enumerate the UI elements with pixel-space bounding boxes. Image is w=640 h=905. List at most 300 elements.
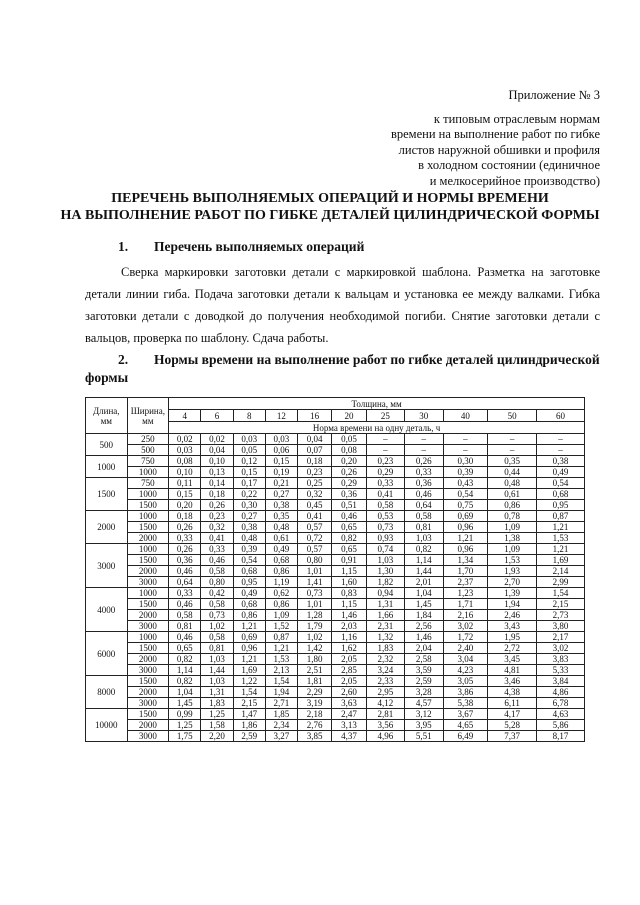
- table-body: [86, 434, 585, 742]
- length-cell: 6000: [86, 632, 128, 676]
- appendix-line: времени на выполнение работ по гибке: [390, 127, 600, 141]
- norm-value-cell: 5,51: [405, 731, 443, 742]
- norm-value-cell: 5,86: [537, 720, 585, 731]
- section1-heading: [118, 239, 364, 255]
- norm-value-cell: 2,81: [366, 709, 404, 720]
- norm-value-cell: 0,95: [537, 500, 585, 511]
- norm-value-cell: 2,59: [405, 676, 443, 687]
- thickness-cell: 8: [233, 410, 265, 422]
- norm-value-cell: 0,91: [332, 555, 366, 566]
- norm-value-cell: 0,78: [488, 511, 537, 522]
- norm-value-cell: 1,70: [443, 566, 488, 577]
- norm-value-cell: 1,52: [265, 621, 297, 632]
- norm-value-cell: 0,68: [537, 489, 585, 500]
- norm-value-cell: 1,81: [298, 676, 332, 687]
- norm-value-cell: 1,45: [169, 698, 201, 709]
- table-row: [86, 665, 585, 676]
- norm-value-cell: 0,87: [265, 632, 297, 643]
- norm-value-cell: 0,82: [405, 544, 443, 555]
- norm-value-cell: –: [443, 434, 488, 445]
- thickness-cell: 4: [169, 410, 201, 422]
- table-row: [86, 522, 585, 533]
- norm-value-cell: 1,03: [201, 654, 233, 665]
- norm-value-cell: 0,73: [298, 588, 332, 599]
- table-row: [86, 555, 585, 566]
- norm-value-cell: 0,41: [201, 533, 233, 544]
- width-cell: 2000: [127, 566, 169, 577]
- norm-value-cell: 2,15: [537, 599, 585, 610]
- length-cell: 1500: [86, 478, 128, 511]
- norm-value-cell: 6,49: [443, 731, 488, 742]
- norm-value-cell: 0,04: [298, 434, 332, 445]
- norm-value-cell: 0,13: [201, 467, 233, 478]
- norm-value-cell: 0,64: [405, 500, 443, 511]
- table-row: [86, 544, 585, 555]
- width-cell: 750: [127, 478, 169, 489]
- table-row: [86, 456, 585, 467]
- norm-value-cell: 0,26: [405, 456, 443, 467]
- norm-value-cell: 1,82: [366, 577, 404, 588]
- table-row: [86, 478, 585, 489]
- norm-value-cell: 3,83: [537, 654, 585, 665]
- norm-value-cell: 0,82: [169, 654, 201, 665]
- norm-value-cell: 0,42: [201, 588, 233, 599]
- norm-value-cell: 2,51: [298, 665, 332, 676]
- norm-value-cell: 6,11: [488, 698, 537, 709]
- norm-value-cell: 1,34: [443, 555, 488, 566]
- norm-value-cell: 1,04: [169, 687, 201, 698]
- norm-value-cell: 0,33: [169, 588, 201, 599]
- norm-value-cell: 0,61: [265, 533, 297, 544]
- norm-value-cell: 1,44: [201, 665, 233, 676]
- length-cell: 8000: [86, 676, 128, 709]
- norm-value-cell: 0,58: [201, 599, 233, 610]
- table-row: [86, 533, 585, 544]
- norm-value-cell: 1,60: [332, 577, 366, 588]
- norm-value-cell: 5,33: [537, 665, 585, 676]
- norm-value-cell: 0,81: [169, 621, 201, 632]
- norm-value-cell: 0,49: [233, 588, 265, 599]
- norm-value-cell: 0,02: [169, 434, 201, 445]
- norm-value-cell: 0,74: [366, 544, 404, 555]
- norm-value-cell: 0,23: [298, 467, 332, 478]
- norm-value-cell: 0,69: [233, 632, 265, 643]
- norm-value-cell: 0,18: [201, 489, 233, 500]
- norm-value-cell: 1,21: [233, 621, 265, 632]
- norm-value-cell: 0,51: [332, 500, 366, 511]
- norm-value-cell: 0,05: [332, 434, 366, 445]
- width-cell: 1000: [127, 588, 169, 599]
- norm-value-cell: 1,16: [332, 632, 366, 643]
- norm-value-cell: 0,82: [332, 533, 366, 544]
- norm-value-cell: 3,43: [488, 621, 537, 632]
- length-cell: 2000: [86, 511, 128, 544]
- norm-value-cell: 0,46: [169, 566, 201, 577]
- norm-value-cell: 1,69: [537, 555, 585, 566]
- norm-value-cell: 1,21: [537, 522, 585, 533]
- norm-value-cell: 1,03: [405, 533, 443, 544]
- norm-value-cell: 0,38: [537, 456, 585, 467]
- thickness-cell: 60: [537, 410, 585, 422]
- norm-value-cell: 4,37: [332, 731, 366, 742]
- norm-value-cell: 0,61: [488, 489, 537, 500]
- table-row: [86, 610, 585, 621]
- width-cell: 1500: [127, 500, 169, 511]
- thickness-cell: 6: [201, 410, 233, 422]
- norm-value-cell: 0,02: [201, 434, 233, 445]
- norm-value-cell: 0,44: [488, 467, 537, 478]
- table-row: [86, 720, 585, 731]
- norm-value-cell: 0,99: [169, 709, 201, 720]
- norm-value-cell: 0,36: [405, 478, 443, 489]
- norm-value-cell: 1,94: [488, 599, 537, 610]
- norm-value-cell: 1,93: [488, 566, 537, 577]
- table-row: [86, 599, 585, 610]
- norm-value-cell: 2,37: [443, 577, 488, 588]
- norm-value-cell: 1,09: [265, 610, 297, 621]
- norm-value-cell: 0,73: [366, 522, 404, 533]
- norm-value-cell: 0,32: [201, 522, 233, 533]
- norm-value-cell: 0,43: [443, 478, 488, 489]
- norm-value-cell: 1,19: [265, 577, 297, 588]
- width-header: Ширина, мм: [127, 398, 169, 434]
- thickness-cell: 40: [443, 410, 488, 422]
- section1-text: Сверка маркировки заготовки детали с маркировкой шаблона. Разметка на заготовке детали линии гиба. Подача заготовки детали к вальцам и установка ее между валками. Гибка заготовки детали с доводкой до получения необходимой погиби. Снятие заготовки детали с вальцов, проверка по шаблону. Сдача работы.: [85, 265, 600, 345]
- norm-value-cell: 0,35: [488, 456, 537, 467]
- norm-value-cell: 0,20: [332, 456, 366, 467]
- norm-value-cell: 3,46: [488, 676, 537, 687]
- norm-value-cell: 1,83: [201, 698, 233, 709]
- width-cell: 1500: [127, 643, 169, 654]
- norm-value-cell: 4,17: [488, 709, 537, 720]
- norm-value-cell: 0,27: [233, 511, 265, 522]
- norm-value-cell: 1,47: [233, 709, 265, 720]
- norm-value-cell: –: [537, 445, 585, 456]
- norm-value-cell: –: [488, 445, 537, 456]
- norm-value-cell: 0,33: [201, 544, 233, 555]
- section2-heading: [85, 351, 600, 387]
- title-line-1: ПЕРЕЧЕНЬ ВЫПОЛНЯЕМЫХ ОПЕРАЦИЙ И НОРМЫ ВРЕМЕНИ: [111, 191, 549, 206]
- width-cell: 500: [127, 445, 169, 456]
- norm-value-cell: 3,02: [537, 643, 585, 654]
- norm-value-cell: 3,56: [366, 720, 404, 731]
- norm-value-cell: 0,93: [366, 533, 404, 544]
- norm-value-cell: 1,41: [298, 577, 332, 588]
- length-header: Длина, мм: [86, 398, 128, 434]
- norm-value-cell: 2,70: [488, 577, 537, 588]
- norm-value-cell: 0,86: [488, 500, 537, 511]
- norm-value-cell: 1,54: [537, 588, 585, 599]
- width-cell: 1500: [127, 522, 169, 533]
- table-row: [86, 643, 585, 654]
- norm-value-cell: 0,65: [169, 643, 201, 654]
- norm-value-cell: 7,37: [488, 731, 537, 742]
- width-cell: 2000: [127, 610, 169, 621]
- norm-value-cell: 0,21: [265, 478, 297, 489]
- norm-value-cell: 0,96: [443, 544, 488, 555]
- norm-value-cell: 3,28: [405, 687, 443, 698]
- norm-value-cell: 2,76: [298, 720, 332, 731]
- norm-value-cell: 0,94: [366, 588, 404, 599]
- norm-value-cell: 3,84: [537, 676, 585, 687]
- norm-value-cell: 0,75: [443, 500, 488, 511]
- norm-value-cell: 0,26: [201, 500, 233, 511]
- length-cell: 3000: [86, 544, 128, 588]
- thickness-cell: 20: [332, 410, 366, 422]
- thickness-cell: 12: [265, 410, 297, 422]
- table-row: [86, 687, 585, 698]
- norm-value-cell: 0,54: [537, 478, 585, 489]
- norm-value-cell: 0,15: [169, 489, 201, 500]
- thickness-cell: 50: [488, 410, 537, 422]
- norm-value-cell: 4,38: [488, 687, 537, 698]
- norm-value-cell: 0,23: [201, 511, 233, 522]
- norm-value-cell: 8,17: [537, 731, 585, 742]
- norm-value-cell: –: [443, 445, 488, 456]
- norm-value-cell: 4,86: [537, 687, 585, 698]
- norm-value-cell: 1,58: [201, 720, 233, 731]
- norm-value-cell: 0,29: [366, 467, 404, 478]
- norm-value-cell: 3,63: [332, 698, 366, 709]
- norm-value-cell: 0,83: [332, 588, 366, 599]
- norm-value-cell: 0,32: [298, 489, 332, 500]
- norm-value-cell: 2,72: [488, 643, 537, 654]
- norm-value-cell: 2,47: [332, 709, 366, 720]
- norm-value-cell: 1,22: [233, 676, 265, 687]
- norm-value-cell: 0,48: [488, 478, 537, 489]
- norm-value-cell: 1,69: [233, 665, 265, 676]
- norm-value-cell: 0,82: [169, 676, 201, 687]
- norm-value-cell: 1,03: [366, 555, 404, 566]
- norm-value-cell: 3,24: [366, 665, 404, 676]
- norm-value-cell: 2,59: [233, 731, 265, 742]
- norm-value-cell: 0,14: [201, 478, 233, 489]
- norm-value-cell: 3,95: [405, 720, 443, 731]
- norm-value-cell: 0,62: [265, 588, 297, 599]
- norm-value-cell: 3,80: [537, 621, 585, 632]
- norm-value-cell: 0,87: [537, 511, 585, 522]
- norm-value-cell: –: [405, 434, 443, 445]
- norm-value-cell: 0,96: [443, 522, 488, 533]
- norm-value-cell: 0,46: [201, 555, 233, 566]
- width-cell: 2000: [127, 687, 169, 698]
- width-cell: 1500: [127, 555, 169, 566]
- norm-value-cell: 0,12: [233, 456, 265, 467]
- norm-value-cell: 5,38: [443, 698, 488, 709]
- thickness-cell: 25: [366, 410, 404, 422]
- width-cell: 750: [127, 456, 169, 467]
- norm-value-cell: 2,56: [405, 621, 443, 632]
- appendix-line: и мелкосерийное производство): [429, 173, 600, 188]
- table-row: [86, 632, 585, 643]
- norm-value-cell: 0,72: [298, 533, 332, 544]
- width-cell: 3000: [127, 577, 169, 588]
- norm-value-cell: 0,68: [233, 599, 265, 610]
- length-cell: 1000: [86, 456, 128, 478]
- table-row: [86, 467, 585, 478]
- norm-value-cell: 1,62: [332, 643, 366, 654]
- norm-value-cell: 1,42: [298, 643, 332, 654]
- norm-value-cell: 0,65: [332, 522, 366, 533]
- norm-value-cell: 2,15: [233, 698, 265, 709]
- norm-value-cell: 3,67: [443, 709, 488, 720]
- norm-value-cell: 0,29: [332, 478, 366, 489]
- appendix-block: [360, 88, 600, 189]
- table-row: [86, 621, 585, 632]
- norm-value-cell: 1,54: [265, 676, 297, 687]
- norm-value-cell: 0,80: [298, 555, 332, 566]
- norm-value-cell: 2,99: [537, 577, 585, 588]
- table-row: [86, 676, 585, 687]
- norm-value-cell: 1,30: [366, 566, 404, 577]
- norm-value-cell: 0,03: [169, 445, 201, 456]
- width-cell: 1500: [127, 709, 169, 720]
- thickness-header: Толщина, мм: [169, 398, 585, 410]
- norm-value-cell: 0,49: [265, 544, 297, 555]
- norm-value-cell: 1,44: [405, 566, 443, 577]
- norm-value-cell: 1,39: [488, 588, 537, 599]
- norm-value-cell: 0,11: [169, 478, 201, 489]
- table-row: [86, 588, 585, 599]
- norm-value-cell: 1,54: [233, 687, 265, 698]
- section2-title: Нормы времени на выполнение работ по гибке деталей цилиндрической формы: [85, 352, 600, 385]
- norm-value-cell: 2,01: [405, 577, 443, 588]
- norm-value-cell: 0,86: [265, 599, 297, 610]
- norm-value-cell: 3,45: [488, 654, 537, 665]
- norm-value-cell: 2,46: [488, 610, 537, 621]
- norm-value-cell: 0,57: [298, 544, 332, 555]
- table-row: [86, 731, 585, 742]
- norm-value-cell: 0,15: [265, 456, 297, 467]
- norm-value-cell: 0,35: [265, 511, 297, 522]
- norm-value-cell: 1,32: [366, 632, 404, 643]
- norm-value-cell: 3,12: [405, 709, 443, 720]
- norm-value-cell: 0,26: [169, 522, 201, 533]
- norm-value-cell: 2,60: [332, 687, 366, 698]
- norm-value-cell: 0,58: [405, 511, 443, 522]
- norm-value-cell: –: [537, 434, 585, 445]
- norm-value-cell: 1,14: [405, 555, 443, 566]
- norm-value-cell: 2,58: [405, 654, 443, 665]
- norm-value-cell: 0,05: [233, 445, 265, 456]
- width-cell: 3000: [127, 698, 169, 709]
- section1-number: 1.: [118, 239, 129, 254]
- norm-value-cell: 0,26: [332, 467, 366, 478]
- width-cell: 1000: [127, 632, 169, 643]
- norm-value-cell: 4,65: [443, 720, 488, 731]
- norm-value-cell: 2,33: [366, 676, 404, 687]
- norm-value-cell: 0,03: [265, 434, 297, 445]
- width-cell: 1000: [127, 511, 169, 522]
- table-row: [86, 434, 585, 445]
- norm-value-cell: 1,21: [443, 533, 488, 544]
- norm-value-cell: 4,57: [405, 698, 443, 709]
- norm-value-cell: 1,21: [537, 544, 585, 555]
- norm-value-cell: 1,80: [298, 654, 332, 665]
- norm-value-cell: 1,02: [298, 632, 332, 643]
- norm-value-cell: 1,21: [233, 654, 265, 665]
- norm-value-cell: 2,04: [405, 643, 443, 654]
- norm-value-cell: 1,53: [488, 555, 537, 566]
- norm-value-cell: 0,03: [233, 434, 265, 445]
- norm-value-cell: 0,69: [443, 511, 488, 522]
- norm-value-cell: 0,27: [265, 489, 297, 500]
- norm-value-cell: 2,95: [366, 687, 404, 698]
- norm-value-cell: 0,58: [169, 610, 201, 621]
- norm-value-cell: 1,15: [332, 599, 366, 610]
- document-title: [60, 190, 600, 224]
- norm-value-cell: 0,33: [405, 467, 443, 478]
- norm-value-cell: 0,39: [233, 544, 265, 555]
- norm-value-cell: 1,66: [366, 610, 404, 621]
- width-cell: 1000: [127, 544, 169, 555]
- width-cell: 250: [127, 434, 169, 445]
- norm-value-cell: 0,15: [233, 467, 265, 478]
- norm-value-cell: 3,85: [298, 731, 332, 742]
- norm-value-cell: 1,46: [405, 632, 443, 643]
- norm-value-cell: 1,25: [169, 720, 201, 731]
- norm-value-cell: 1,53: [265, 654, 297, 665]
- table-row: [86, 577, 585, 588]
- norm-value-cell: 0,36: [332, 489, 366, 500]
- time-norms-table: [85, 397, 585, 742]
- width-cell: 1500: [127, 599, 169, 610]
- norm-value-cell: 0,20: [169, 500, 201, 511]
- section2-number: 2.: [118, 352, 129, 367]
- norm-value-cell: 3,19: [298, 698, 332, 709]
- width-cell: 2000: [127, 654, 169, 665]
- norm-value-cell: 6,78: [537, 698, 585, 709]
- norm-value-cell: 2,73: [537, 610, 585, 621]
- norm-value-cell: 1,72: [443, 632, 488, 643]
- norm-value-cell: 4,96: [366, 731, 404, 742]
- norm-value-cell: 1,38: [488, 533, 537, 544]
- title-line-2: НА ВЫПОЛНЕНИЕ РАБОТ ПО ГИБКЕ ДЕТАЛЕЙ ЦИЛИНДРИЧЕСКОЙ ФОРМЫ: [60, 208, 600, 223]
- thickness-cell: 30: [405, 410, 443, 422]
- table-row: [86, 489, 585, 500]
- norm-value-cell: 0,33: [169, 533, 201, 544]
- width-cell: 3000: [127, 621, 169, 632]
- norm-value-cell: –: [488, 434, 537, 445]
- norm-value-cell: 1,02: [201, 621, 233, 632]
- norm-value-cell: 2,29: [298, 687, 332, 698]
- norm-value-cell: 0,95: [233, 577, 265, 588]
- norm-header: Норма времени на одну деталь, ч: [169, 422, 585, 434]
- norm-value-cell: 4,12: [366, 698, 404, 709]
- norm-value-cell: 0,53: [366, 511, 404, 522]
- norm-value-cell: 0,49: [537, 467, 585, 478]
- norm-value-cell: 2,71: [265, 698, 297, 709]
- norm-value-cell: 1,31: [201, 687, 233, 698]
- width-cell: 1500: [127, 676, 169, 687]
- norm-value-cell: 0,86: [265, 566, 297, 577]
- norm-value-cell: 1,09: [488, 522, 537, 533]
- norm-value-cell: 2,31: [366, 621, 404, 632]
- norm-value-cell: 1,95: [488, 632, 537, 643]
- norm-value-cell: 0,38: [265, 500, 297, 511]
- norm-value-cell: 0,58: [201, 566, 233, 577]
- norm-value-cell: 1,46: [332, 610, 366, 621]
- norm-value-cell: 3,13: [332, 720, 366, 731]
- norm-value-cell: 0,96: [233, 643, 265, 654]
- norm-value-cell: 1,45: [405, 599, 443, 610]
- norm-value-cell: 0,10: [169, 467, 201, 478]
- norm-value-cell: 5,28: [488, 720, 537, 731]
- norm-value-cell: 0,06: [265, 445, 297, 456]
- table-row: [86, 566, 585, 577]
- norm-value-cell: 0,45: [298, 500, 332, 511]
- norm-value-cell: 0,46: [405, 489, 443, 500]
